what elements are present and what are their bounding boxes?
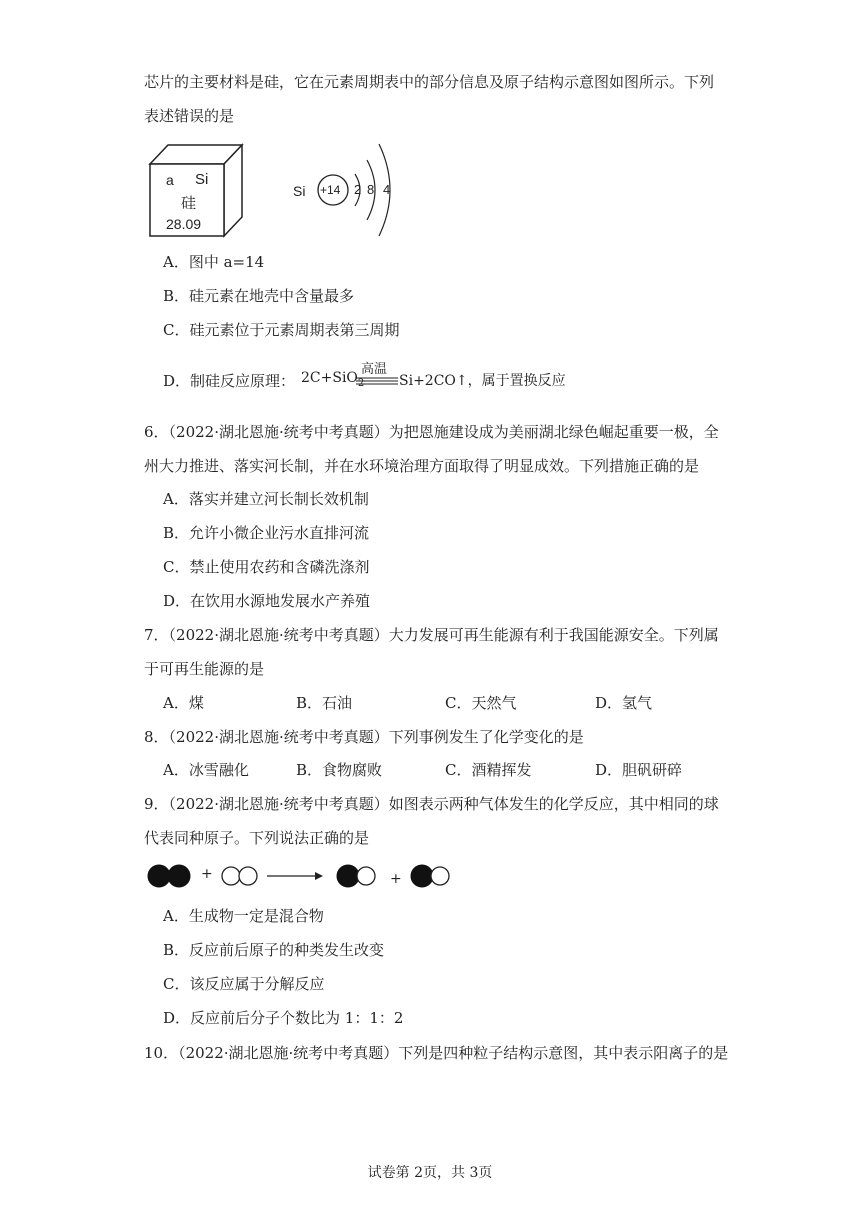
q8-option-c: C．酒精挥发: [445, 761, 532, 779]
reaction-plus-2: +: [390, 871, 402, 887]
q9-option-b: B．反应前后原子的种类发生改变: [163, 941, 385, 959]
atom-shell-2: 8: [367, 182, 375, 197]
q5-stem-line1: 芯片的主要材料是硅，它在元素周期表中的部分信息及原子结构示意图如图所示。下列: [144, 73, 715, 91]
atom-symbol: Si: [293, 183, 306, 199]
reaction-molecule-diagram: [145, 860, 465, 892]
q10-stem-line1: 10．（2022·湖北恩施·统考中考真题）下列是四种粒子结构示意图，其中表示阳离子的是: [144, 1044, 729, 1062]
q6-option-a: A．落实并建立河长制长效机制: [163, 490, 369, 508]
q9-option-d: D．反应前后分子个数比为 1：1：2: [163, 1009, 404, 1027]
q5-option-d: [163, 358, 683, 398]
q8-stem-line1: 8．（2022·湖北恩施·统考中考真题）下列事例发生了化学变化的是: [144, 728, 584, 746]
q7-stem-line2: 于可再生能源的是: [144, 660, 265, 678]
tile-atomic-number: a: [166, 172, 174, 188]
equation-reactants: [301, 370, 364, 389]
atom-nucleus-charge: +14: [320, 183, 341, 197]
q6-option-d: D．在饮用水源地发展水产养殖: [163, 592, 371, 610]
page-footer: 试卷第 2页，共 3页: [367, 1165, 493, 1181]
q7-option-d: D．氢气: [595, 694, 653, 712]
q9-option-a: A．生成物一定是混合物: [163, 907, 324, 925]
atom-shell-3: 4: [383, 182, 391, 197]
tile-atomic-mass: 28.09: [166, 216, 202, 232]
equation-condition: 高温: [361, 362, 388, 377]
q9-stem-line2: 代表同种原子。下列说法正确的是: [144, 829, 370, 847]
equation-equals-sign: [356, 377, 398, 385]
q6-option-c: C．禁止使用农药和含磷洗涤剂: [163, 558, 370, 576]
tile-symbol: Si: [195, 171, 209, 188]
tile-element-name: 硅: [181, 194, 197, 212]
q5-option-c: C．硅元素位于元素周期表第三周期: [163, 321, 400, 339]
q6-option-b: B．允许小微企业污水直排河流: [163, 524, 370, 542]
q6-stem-line2: 州大力推进、落实河长制，并在水环境治理方面取得了明显成效。下列措施正确的是: [144, 457, 700, 475]
q7-option-c: C．天然气: [445, 694, 517, 712]
q8-option-b: B．食物腐败: [296, 761, 383, 779]
atom-shell-1: 2: [354, 182, 362, 197]
equation-subscript: 2: [357, 377, 365, 389]
q7-option-a: A．煤: [163, 694, 204, 712]
q5-stem-line2: 表述错误的是: [144, 107, 235, 125]
equation-reactants-text: 2C+SiO: [301, 370, 358, 386]
q5-option-b: B．硅元素在地壳中含量最多: [163, 287, 355, 305]
q6-stem-line1: 6．（2022·湖北恩施·统考中考真题）为把恩施建设成为美丽湖北绿色崛起重要一极，全: [144, 423, 719, 441]
q7-stem-line1: 7．（2022·湖北恩施·统考中考真题）大力发展可再生能源有利于我国能源安全。下列属: [144, 626, 719, 644]
q8-option-a: A．冰雪融化: [163, 761, 249, 779]
equation-products: Si+2CO↑，属于置换反应: [399, 373, 566, 389]
q7-option-b: B．石油: [296, 694, 353, 712]
q8-option-d: D．胆矾研碎: [595, 761, 683, 779]
reaction-plus-1: +: [201, 866, 213, 882]
q9-stem-line1: 9．（2022·湖北恩施·统考中考真题）如图表示两种气体发生的化学反应，其中相同的球: [144, 795, 719, 813]
q5-option-d-prefix: D．制硅反应原理：: [163, 372, 296, 390]
q5-option-a: A．图中 a=14: [163, 253, 265, 271]
q9-option-c: C．该反应属于分解反应: [163, 975, 325, 993]
